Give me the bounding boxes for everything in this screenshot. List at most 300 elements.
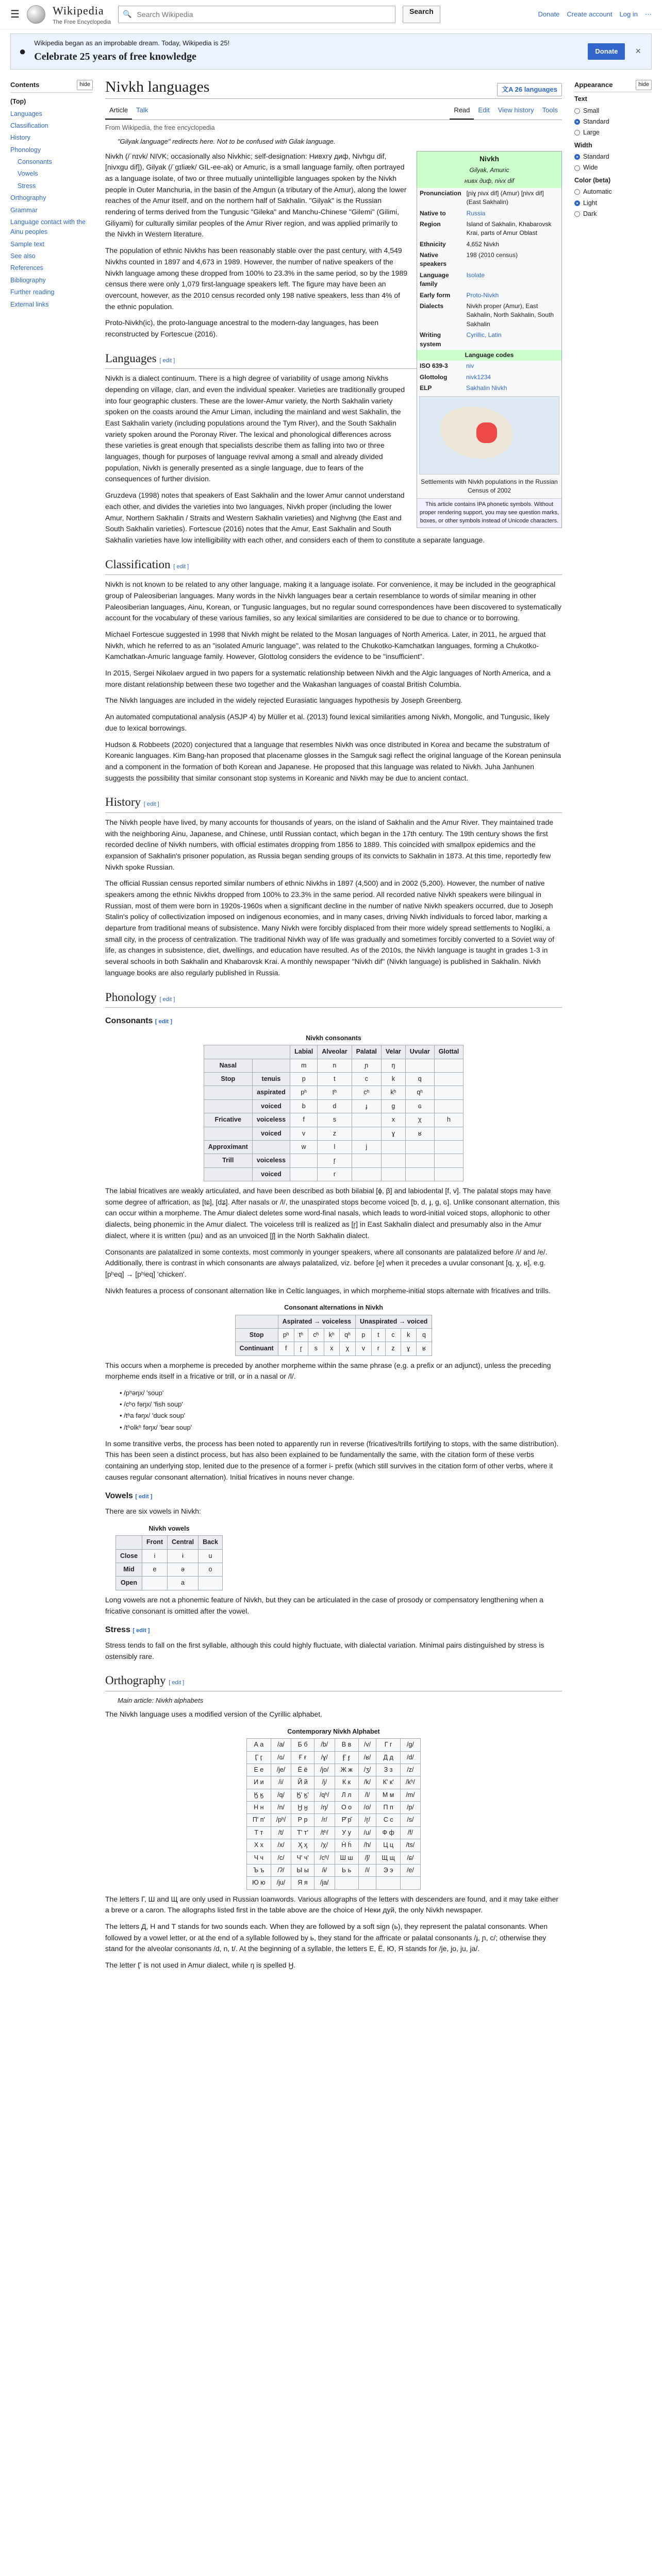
table-cell: Е е xyxy=(247,1764,271,1776)
section-paragraph: There are six vowels in Nivkh: xyxy=(105,1507,201,1516)
table-row xyxy=(247,1814,421,1826)
table-cell: u xyxy=(198,1549,223,1563)
table-cell: Ь ь xyxy=(335,1864,358,1876)
radio-icon[interactable] xyxy=(574,200,580,206)
radio-icon[interactable] xyxy=(574,165,580,171)
site-sub: From Wikipedia, the free encyclopedia xyxy=(105,124,215,132)
table-cell xyxy=(376,1877,400,1889)
table-cell: i xyxy=(142,1549,168,1563)
text-size-standard[interactable] xyxy=(574,116,652,127)
section-paragraph: The Nivkh language uses a modified version of the Cyrillic alphabet. xyxy=(105,1710,323,1719)
tab-tools[interactable]: Tools xyxy=(542,106,558,114)
search-input[interactable] xyxy=(136,10,391,19)
alphabet-table-body xyxy=(247,1739,421,1890)
table-cell: /j/ xyxy=(314,1776,335,1789)
table-cell: r̥ xyxy=(294,1342,308,1355)
row-sub-header: voiceless xyxy=(252,1154,290,1167)
toc-item-stress[interactable]: Stress xyxy=(18,182,36,190)
table-header: Alveolar xyxy=(318,1045,352,1059)
heading-text: History xyxy=(105,795,141,809)
table-cell: /q/ xyxy=(271,1789,291,1801)
consonant-table xyxy=(204,1032,464,1181)
infobox-key: Native to xyxy=(420,209,446,217)
table-cell: Ӄ' ӄ' xyxy=(291,1789,315,1801)
table-cell: m xyxy=(290,1059,318,1072)
table-cell: /ɣ/ xyxy=(314,1751,335,1764)
table-cell: ŋ xyxy=(381,1059,405,1072)
radio-icon[interactable] xyxy=(574,154,580,160)
edit-link[interactable]: [ edit ] xyxy=(173,563,189,570)
width-standard[interactable] xyxy=(574,151,652,162)
table-cell: c xyxy=(352,1073,381,1086)
row-sub-header: voiced xyxy=(252,1167,290,1181)
table-cell: Б б xyxy=(291,1739,315,1751)
table-cell: /e/ xyxy=(400,1864,420,1876)
infobox-key: Region xyxy=(420,220,441,228)
infobox-row xyxy=(417,188,561,208)
table-cell: /n/ xyxy=(271,1802,291,1814)
table-row xyxy=(247,1776,421,1789)
table-cell: Т' т' xyxy=(291,1826,315,1839)
table-cell: f xyxy=(278,1342,294,1355)
table-cell: ə xyxy=(167,1563,198,1577)
width-wide[interactable] xyxy=(574,162,652,173)
infobox-value: Nivkh proper (Amur), East Sakhalin, North Sakhalin, South Sakhalin xyxy=(466,302,554,328)
more-icon[interactable]: ⋯ xyxy=(645,10,652,18)
text-size-large[interactable] xyxy=(574,127,652,138)
personal-tools xyxy=(538,9,652,20)
table-cell: /r̥/ xyxy=(358,1814,376,1826)
create-account-link[interactable]: Create account xyxy=(567,10,613,18)
alphabet-table xyxy=(246,1725,421,1890)
table-cell: /t/ xyxy=(271,1826,291,1839)
table-cell: С с xyxy=(376,1814,400,1826)
section-paragraph: The labial fricatives are weakly articulated, and have been described as both bilabial [ɸ, β] and labiodental [f, v]. The palatal stops may have some degree of affrication, as [tɕ], [dʑ]. After nasals or /l/, the unaspirated stops become voiced [b, d, ɟ, ɡ, ɢ]. Unlike consonant alternation, this can occur within a morpheme. The Amur dialect deletes some word-final nasals, which leads to word-initial voiced stops, allophonic to other dialects, being phonemic in the Amur dialect. The voiceless trill is realized as [r̥] in East Sakhalin dialect and presumably also in the Amur dialect, where it is written ⟨рш⟩ and as an unvoiced [ʃ] in the North Sakhalin dialect. xyxy=(105,1187,560,1240)
table-cell: З з xyxy=(376,1764,400,1776)
table-cell xyxy=(352,1113,381,1127)
logo-globe-icon[interactable] xyxy=(27,5,45,24)
radio-icon[interactable] xyxy=(574,130,580,135)
edit-link[interactable]: [ edit ] xyxy=(159,357,175,364)
infobox-key: Glottolog xyxy=(420,373,448,381)
edit-link[interactable]: [ edit ] xyxy=(143,801,159,808)
table-cell: χ xyxy=(339,1342,355,1355)
table-row xyxy=(247,1789,421,1801)
infobox-table xyxy=(417,188,561,350)
table-cell: Щ щ xyxy=(376,1852,400,1864)
translate-icon: 文A xyxy=(502,85,515,93)
infobox-value[interactable]: Isolate xyxy=(466,271,485,279)
row-group-header: Stop xyxy=(204,1073,252,1086)
table-cell xyxy=(434,1099,464,1113)
toc-item-references[interactable]: References xyxy=(10,264,43,272)
infobox-key: ELP xyxy=(420,384,432,392)
toc-title: Contents xyxy=(10,81,40,89)
infobox-row xyxy=(417,290,561,301)
menu-icon[interactable]: ☰ xyxy=(10,8,20,20)
close-icon[interactable]: × xyxy=(635,46,641,57)
table-cell: Ш ш xyxy=(335,1852,358,1864)
wordmark-block[interactable] xyxy=(53,2,111,26)
article-content xyxy=(93,70,574,1976)
table-cell: Г г xyxy=(376,1739,400,1751)
table-cell: /p/ xyxy=(400,1802,420,1814)
table-row xyxy=(235,1329,432,1342)
table-cell: qʰ xyxy=(405,1086,434,1099)
infobox-value[interactable]: Proto-Nivkh xyxy=(466,291,499,299)
radio-icon[interactable] xyxy=(574,119,580,125)
example-list xyxy=(120,1387,562,1433)
search-button[interactable]: Search xyxy=(403,6,440,23)
table-cell: В в xyxy=(335,1739,358,1751)
heading-text: Phonology xyxy=(105,990,157,1004)
language-selector-button[interactable] xyxy=(497,83,562,96)
option-label: Standard xyxy=(583,117,609,125)
section-paragraph: Michael Fortescue suggested in 1998 that Nivkh might be related to the Mosan languages of North America. Later, in 2011, he argued that Nivkh, which he referred to as an "isolated Amuric language", was related to the Chukotko-Kamchatkan languages, forming a Chukotko-Kamchatkan-Amuric language family. However, Glottolog considers the evidence to be "insufficient". xyxy=(105,630,546,661)
toc-item-further-reading[interactable]: Further reading xyxy=(10,289,55,296)
edit-link[interactable]: [ edit ] xyxy=(169,1680,185,1686)
table-row xyxy=(204,1086,464,1099)
table-row xyxy=(116,1549,223,1563)
heading-text: Vowels xyxy=(105,1492,133,1501)
section-heading-orthography xyxy=(105,1671,562,1691)
donate-link[interactable]: Donate xyxy=(538,10,560,18)
section-paragraph: Long vowels are not a phonemic feature of Nivkh, but they can be articulated in the case of prosody or compensatory lengthening when a fricative consonant is omitted after the vowel. xyxy=(105,1595,543,1615)
infobox-codes-header: Language codes xyxy=(417,350,561,361)
tab-edit[interactable]: Edit xyxy=(478,106,490,114)
table-row xyxy=(235,1342,432,1355)
edit-link[interactable]: [ edit ] xyxy=(159,996,175,1003)
table-cell xyxy=(434,1140,464,1154)
section-paragraph: The Nivkh people have lived, by many accounts for thousands of years, on the island of Sakhalin and the Amur River. They maintained trade with the neighboring Ainu, Japanese, and Chinese, until Russian contact, which began in the 17th century. The 19th century shows the first recorded decline of Nivkh numbers, with official estimates dropping from 1856 to 1889. This coincided with smallpox epidemics and the expansion of Sakhalin's prisoner population, as Russia began sending groups of its convicts to Sakhalin in 1873. At this time, reportedly few Nivkh spoke Russian. xyxy=(105,818,554,871)
table-header: Labial xyxy=(290,1045,318,1059)
wordmark[interactable]: Wikipedia xyxy=(52,4,104,18)
vowel-table xyxy=(115,1522,223,1590)
table-cell: П' п' xyxy=(247,1814,271,1826)
table-header: Glottal xyxy=(434,1045,464,1059)
example-item: • /pʰəŋx/ 'soup' xyxy=(120,1389,164,1397)
map-region-marker xyxy=(476,422,497,443)
table-cell: k xyxy=(381,1073,405,1086)
table-cell xyxy=(434,1073,464,1086)
row-header: Mid xyxy=(116,1563,142,1577)
table-header: Back xyxy=(198,1536,223,1549)
infobox-value[interactable]: Cyrillic, Latin xyxy=(466,331,502,339)
table-cell: /je/ xyxy=(271,1764,291,1776)
section-paragraph: Stress tends to fall on the first syllable, although this could highly fluctuate, with dialectal variation. Minimal pairs distinguished by stress is ostensibly rare. xyxy=(105,1640,544,1660)
table-cell: /z/ xyxy=(400,1764,420,1776)
table-cell: t xyxy=(318,1073,352,1086)
table-cell: l xyxy=(318,1140,352,1154)
heading-text: Stress xyxy=(105,1625,130,1635)
toc-item-see-also[interactable]: See also xyxy=(10,252,36,260)
text-size-small[interactable] xyxy=(574,106,652,116)
table-cell: Т т xyxy=(247,1826,271,1839)
infobox-row xyxy=(417,208,561,219)
row-header: Continuant xyxy=(235,1342,278,1355)
tagline: The Free Encyclopedia xyxy=(52,19,111,25)
toc-item-consonants[interactable]: Consonants xyxy=(18,158,52,166)
table-cell: Х х xyxy=(247,1839,271,1852)
infobox-value[interactable]: Russia xyxy=(466,209,486,217)
table-cell: ʁ xyxy=(405,1127,434,1140)
table-cell xyxy=(352,1154,381,1167)
row-sub-header: tenuis xyxy=(252,1073,290,1086)
table-cell xyxy=(434,1127,464,1140)
row-sub-header: voiced xyxy=(252,1127,290,1140)
radio-icon[interactable] xyxy=(574,108,580,114)
infobox-value[interactable]: niv xyxy=(466,362,474,370)
table-cell: Ж ж xyxy=(335,1764,358,1776)
table-cell xyxy=(381,1154,405,1167)
infobox-value: 198 (2010 census) xyxy=(466,251,518,259)
hatnote: "Gilyak language" redirects here. Not to be confused with Gilak language. xyxy=(118,137,336,145)
infobox-row xyxy=(417,250,561,270)
table-cell: w xyxy=(290,1140,318,1154)
tab-view-history[interactable]: View history xyxy=(498,106,534,114)
row-group-header xyxy=(204,1127,252,1140)
toc-item-languages[interactable]: Languages xyxy=(10,110,42,117)
search-icon: 🔍 xyxy=(123,10,132,19)
table-row xyxy=(204,1099,464,1113)
table-cell: /ɨ/ xyxy=(314,1864,335,1876)
row-group-header xyxy=(204,1099,252,1113)
table-cell: pʰ xyxy=(290,1086,318,1099)
color-dark[interactable] xyxy=(574,209,652,219)
color-light[interactable] xyxy=(574,198,652,209)
table-cell: /ju/ xyxy=(271,1877,291,1889)
intro-paragraph: The population of ethnic Nivkhs has been reasonably stable over the past century, with 4,549 Nivkhs counted in 1897 and 4,673 in 1989. However, the number of native speakers of the Nivkh language among these dropped from 100% to 23.3% in the same period, so by the 1989 census there were only 1,079 first-language speakers left. The figure may have been an overcount, however, as the 2010 census recorded only 198 native speakers, less than 4% of the ethnic population. xyxy=(105,246,408,311)
infobox-key: Native speakers xyxy=(420,251,447,268)
banner-donate-button[interactable]: Donate xyxy=(588,43,625,60)
table-row xyxy=(247,1764,421,1776)
table-cell: r̥ xyxy=(318,1154,352,1167)
table-cell xyxy=(405,1140,434,1154)
table-cell: ɟ xyxy=(352,1099,381,1113)
table-row xyxy=(247,1751,421,1764)
table-cell: Э э xyxy=(376,1864,400,1876)
section-paragraph: In some transitive verbs, the process has been noted to apparently run in reverse (fricatives/trills fortifying to stops, with the same distribution). This has been seen a distinct process, but has also been explained to be fundamentally the same, with the citation form of these verbs containing an underlying stop, lenited due to the presence of a former i- prefix (which still survives in the citation form of other verbs, where it causes regular consonant alternation). Initial fricatives in nouns never change. xyxy=(105,1439,559,1481)
table-cell: /qʰ/ xyxy=(314,1789,335,1801)
table-cell: /ʃ/ xyxy=(358,1852,376,1864)
toc-item-external-links[interactable]: External links xyxy=(10,300,49,308)
row-header: Open xyxy=(116,1577,142,1590)
table-cell: /c/ xyxy=(271,1852,291,1864)
section-paragraph: The letter Ӷ is not used in Amur dialect, while ŋ is spelled Ӈ. xyxy=(105,1961,296,1970)
table-cell: z xyxy=(385,1342,401,1355)
tab-read[interactable]: Read xyxy=(450,102,474,120)
table-cell: /f/ xyxy=(400,1826,420,1839)
section-paragraph: Hudson & Robbeets (2020) conjectured that a language that resembles Nivkh was once distributed in Korea and became the substratum of Koreanic languages. Kim Bang-han proposed that placename glosses in the Samguk sagi reflect the original language of the Korean peninsula and a component in the formation of both Korean and Japanese. He proposed that this language was related to Nivkh. Juha Janhunen suggests the possibility that similar consonant stop systems in Koreanic and Nivkh may be due to ancient contact. xyxy=(105,740,561,782)
table-header-row xyxy=(116,1536,223,1549)
infobox-key: Dialects xyxy=(420,302,444,310)
infobox-value[interactable]: nivk1234 xyxy=(466,373,491,381)
toc-item-sample-text[interactable]: Sample text xyxy=(10,240,45,248)
toc-item-phonology[interactable]: Phonology xyxy=(10,146,41,154)
infobox-value: [ɲiɣ ɲivx dif] (Amur) [ɲivx dif] (East Sakhalin) xyxy=(466,189,544,206)
table-cell: n xyxy=(318,1059,352,1072)
toc-item-top[interactable]: (Top) xyxy=(10,98,26,106)
infobox-title: Nivkh xyxy=(417,151,561,166)
table-cell: f xyxy=(290,1113,318,1127)
edit-link[interactable]: [ edit ] xyxy=(133,1628,150,1634)
table-cell: А а xyxy=(247,1739,271,1751)
table-row xyxy=(247,1852,421,1864)
table-cell: Р̌ р̌ xyxy=(335,1814,358,1826)
infobox-key: Pronunciation xyxy=(420,189,461,197)
table-cell: cʰ xyxy=(352,1086,381,1099)
site-header xyxy=(0,0,662,29)
row-group-header: Approximant xyxy=(204,1140,252,1154)
infobox-value[interactable]: Sakhalin Nivkh xyxy=(466,384,507,392)
table-header: Uvular xyxy=(405,1045,434,1059)
table-cell: p xyxy=(356,1329,372,1342)
table-row xyxy=(247,1839,421,1852)
table-cell xyxy=(405,1154,434,1167)
infobox-value: 4,652 Nivkh xyxy=(466,240,500,248)
table-of-contents xyxy=(10,70,93,1976)
table-cell: /ʁ/ xyxy=(358,1751,376,1764)
banner-line2: Celebrate 25 years of free knowledge xyxy=(34,50,196,62)
main-article-note: Main article: Nivkh alphabets xyxy=(118,1697,204,1704)
section-paragraph: Nivkh is not known to be related to any other language, making it a language isolate. For convenience, it may be included in the geographical group of Paleosiberian languages. Many words in the Nivkh languages bear a certain resemblance to words of similar meaning in other Paleosiberian languages, Ainu, Korean, or Tungusic languages, but no regular sound correspondences have been discovered to systematically account for the vocabulary of these various families, so any lexical similarities are considered to be due to chance or to borrowing. xyxy=(105,580,561,622)
table-cell xyxy=(434,1167,464,1181)
consonant-table-body xyxy=(204,1059,464,1181)
row-group-header xyxy=(204,1167,252,1181)
banner-line1: Wikipedia began as an improbable dream. Today, Wikipedia is 25! xyxy=(34,39,230,47)
table-cell: /h/ xyxy=(358,1839,376,1852)
table-cell: /cʰ/ xyxy=(314,1852,335,1864)
radio-icon[interactable] xyxy=(574,189,580,195)
table-cell xyxy=(405,1167,434,1181)
table-cell: q xyxy=(405,1073,434,1086)
color-automatic[interactable] xyxy=(574,187,652,197)
width-label: Width xyxy=(574,141,592,149)
table-cell: /ŋ/ xyxy=(314,1802,335,1814)
infobox xyxy=(417,151,562,528)
table-cell: /o/ xyxy=(358,1802,376,1814)
option-label: Light xyxy=(583,199,598,207)
toc-item-grammar[interactable]: Grammar xyxy=(10,206,38,214)
table-cell: /χ/ xyxy=(314,1839,335,1852)
toc-item-history[interactable]: History xyxy=(10,134,30,142)
table-caption: Consonant alternations in Nivkh xyxy=(284,1304,383,1312)
row-header: Stop xyxy=(235,1329,278,1342)
heading-text: Orthography xyxy=(105,1674,166,1687)
table-cell: Ё ё xyxy=(291,1764,315,1776)
table-cell: v xyxy=(356,1342,372,1355)
table-header xyxy=(235,1315,278,1328)
infobox-value: Island of Sakhalin, Khabarovsk Krai, parts of Amur Oblast xyxy=(466,220,552,237)
table-cell xyxy=(434,1086,464,1099)
table-header xyxy=(116,1536,142,1549)
table-cell: /pʰ/ xyxy=(271,1814,291,1826)
table-cell: /d/ xyxy=(400,1751,420,1764)
infobox-key: Writing system xyxy=(420,331,441,348)
table-caption: Nivkh vowels xyxy=(148,1524,190,1532)
table-cell: /m/ xyxy=(400,1789,420,1801)
table-row xyxy=(247,1877,421,1889)
infobox-key: ISO 639-3 xyxy=(420,362,448,370)
toc-item-orthography[interactable]: Orthography xyxy=(10,194,46,202)
table-cell: r xyxy=(371,1342,385,1355)
row-sub-header: voiceless xyxy=(252,1113,290,1127)
option-label: Dark xyxy=(583,210,597,217)
table-cell xyxy=(352,1127,381,1140)
tab-article[interactable]: Article xyxy=(105,102,132,120)
table-cell xyxy=(198,1577,223,1590)
table-cell: /ɢ/ xyxy=(271,1751,291,1764)
table-cell: /ʒ/ xyxy=(358,1764,376,1776)
text-size-label: Text xyxy=(574,95,587,103)
section-heading-stress xyxy=(105,1624,562,1637)
toc-hide-button[interactable]: hide xyxy=(77,80,93,90)
table-cell: Ғ ғ xyxy=(291,1751,315,1764)
tab-talk[interactable]: Talk xyxy=(136,106,148,114)
table-row xyxy=(204,1059,464,1072)
appearance-hide-button[interactable]: hide xyxy=(636,80,652,90)
table-cell: Д д xyxy=(376,1751,400,1764)
table-cell: v xyxy=(290,1127,318,1140)
table-row xyxy=(204,1140,464,1154)
table-row xyxy=(204,1167,464,1181)
infobox-row xyxy=(417,270,561,290)
table-cell: pʰ xyxy=(278,1329,294,1342)
option-label: Standard xyxy=(583,153,609,161)
alternation-table-body xyxy=(235,1329,432,1356)
edit-link[interactable]: [ edit ] xyxy=(135,1494,153,1500)
row-group-header: Fricative xyxy=(204,1113,252,1127)
ipa-notice: This article contains IPA phonetic symbols. Without proper rendering support, you may see question marks, boxes, or other symbols instead of Unicode characters. xyxy=(417,498,561,528)
table-cell xyxy=(290,1167,318,1181)
section-heading-phonology xyxy=(105,988,562,1008)
login-link[interactable]: Log in xyxy=(619,10,638,18)
table-cell: ɡ xyxy=(381,1099,405,1113)
table-cell: b xyxy=(290,1099,318,1113)
toc-item-bibliography[interactable]: Bibliography xyxy=(10,276,46,284)
toc-item-vowels[interactable]: Vowels xyxy=(18,170,38,178)
settlement-map[interactable] xyxy=(419,396,559,474)
infobox-row xyxy=(417,372,561,383)
table-cell xyxy=(381,1140,405,1154)
table-cell: Ӻ ӻ xyxy=(335,1751,358,1764)
edit-link[interactable]: [ edit ] xyxy=(155,1019,172,1025)
table-row xyxy=(247,1826,421,1839)
intro-paragraph: Proto-Nivkh(ic), the proto-language ancestral to the modern-day languages, has been reconstructed by Fortescue (2016). xyxy=(105,318,378,338)
row-group-header: Trill xyxy=(204,1154,252,1167)
table-cell: К' к' xyxy=(376,1776,400,1789)
radio-icon[interactable] xyxy=(574,211,580,217)
table-cell: qʰ xyxy=(339,1329,355,1342)
toc-item-classification[interactable]: Classification xyxy=(10,122,48,129)
infobox-key: Early form xyxy=(420,291,451,299)
table-cell xyxy=(142,1577,168,1590)
table-cell: kʰ xyxy=(381,1086,405,1099)
table-caption: Nivkh consonants xyxy=(306,1034,361,1042)
table-cell: ʁ xyxy=(416,1342,432,1355)
section-paragraph: Consonants are palatalized in some contexts, most commonly in younger speakers, where all consonants are palatalized before /i/ and /e/. Additionally, there is contrast in which consonants are always palatalized, viz. before [e] when it precedes a uvular consonant [q, χ, ʁ], e.g. [pʰeq] → [pʰʲeq] 'chicken'. xyxy=(105,1247,548,1278)
table-cell: s xyxy=(308,1342,324,1355)
table-cell: /k/ xyxy=(358,1776,376,1789)
color-label: Color (beta) xyxy=(574,176,611,184)
intro-paragraph: Nivkh (/ˈnɪvk/ NIVK; occasionally also Nivkhic; self-designation: Нивхгу диф, Nivhgu dif, [nivxɡu dif]), Gilyak (/ˈɡɪliæk/ GIL-ee-ak) or Amuric, is a small language family, often portrayed as a language isolate, of two or three mutually unintelligible languages spoken by the Nivkh people in Outer Manchuria, in the basin of the Amgun (a tributary of the Amur), along the lower reaches of the Amur itself, and on the northern half of Sakhalin. "Gilyak" is the Russian rendering of terms derived from the Tungusic "Gileka" and Manchu-Chinese "Gilemi" (Gilimi, Giliyami) for culturally similar peoples of the Amur River region, and was applied primarily to the Nivkh in Western literature. xyxy=(105,151,407,239)
toc-item-language-contact[interactable]: Language contact with the Ainu peoples xyxy=(10,218,86,236)
section-paragraph: The letters Д, Н and Т stands for two sounds each. When they are followed by a soft sign (ь), they represent the palatal consonants. When followed by a vowel letter, or at the end of a syllable followed by ь, they stand for the affricate or palatal consonants /ɟ, ɲ, c/; otherwise they stand for the alveolar consonants /d, n, t/. At the beginning of a syllable, the letters Е, Ё, Ю, Я stands for /je, jo, ju, ja/. xyxy=(105,1922,548,1953)
row-group-header xyxy=(204,1086,252,1099)
table-cell: q xyxy=(416,1329,432,1342)
search-box[interactable] xyxy=(118,6,395,23)
table-cell: /l/ xyxy=(358,1789,376,1801)
